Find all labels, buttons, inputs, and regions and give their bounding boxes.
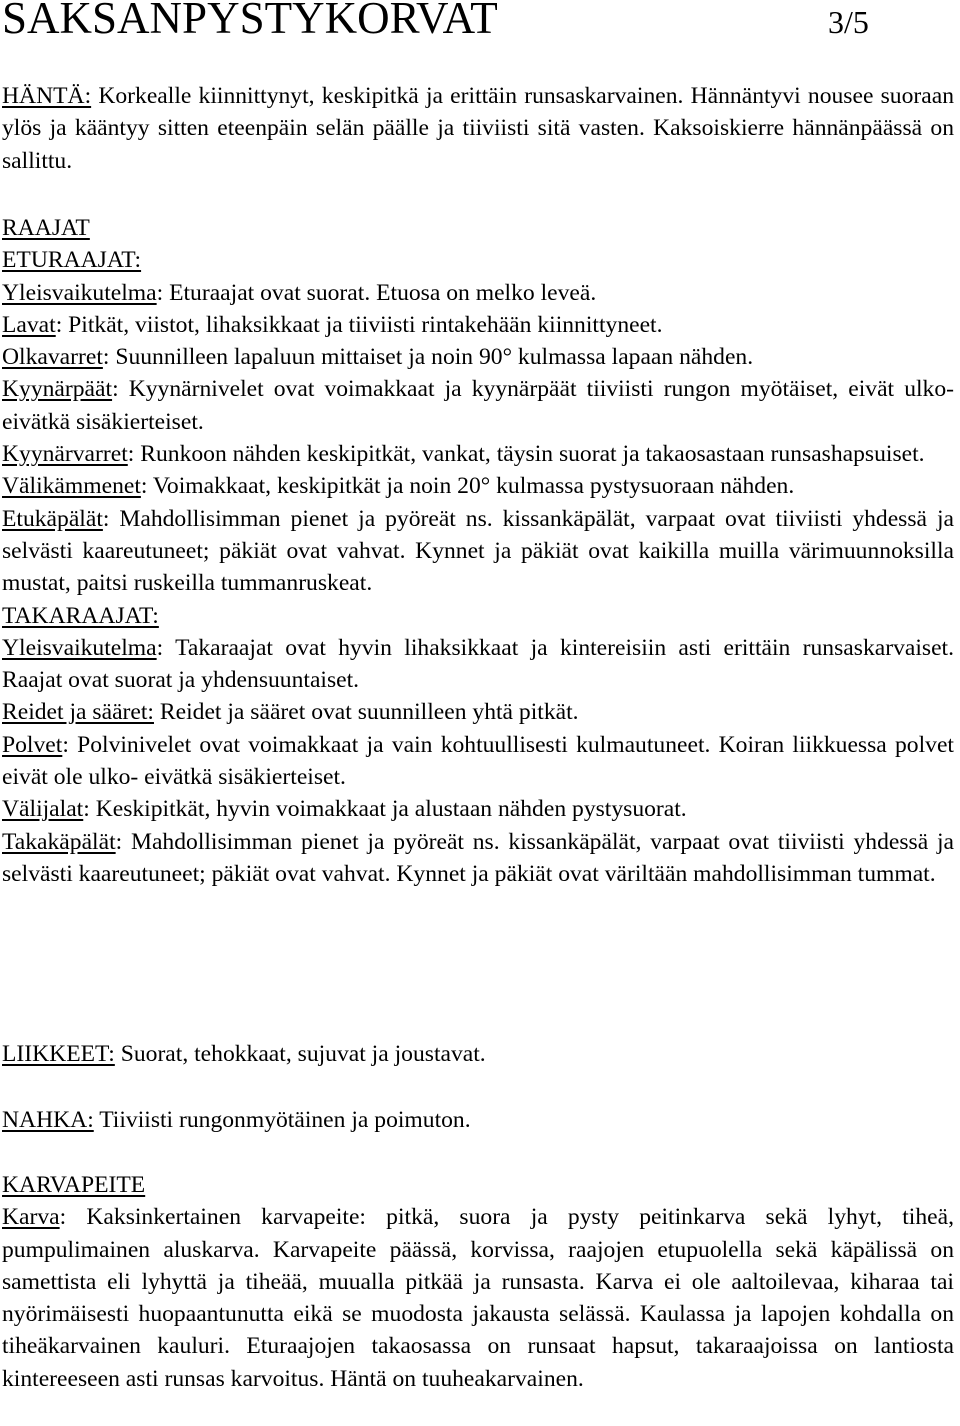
page-number: 3/5 xyxy=(828,4,869,40)
section-hanta xyxy=(2,80,954,177)
takaraajat-item xyxy=(2,632,954,697)
item-text: : Runkoon nähden keskipitkät, vankat, täysin suorat ja takaosastaan runsashapsuiset. xyxy=(127,441,925,468)
item-label: Reidet ja sääret: xyxy=(2,699,154,726)
takaraajat-item xyxy=(2,826,954,891)
item-text: Reidet ja sääret ovat suunnilleen yhtä pitkät. xyxy=(153,699,579,726)
section-karvapeite xyxy=(2,1169,954,1395)
item-label: Kyynärpäät xyxy=(2,376,113,403)
item-label: Yleisvaikutelma xyxy=(2,634,157,661)
karva-text: : Kaksinkertainen karvapeite: pitkä, suora ja pysty peitinkarva sekä lyhyt, tiheä, pumpulimainen aluskarva. Karvapeite päässä, korvissa, raajojen etupuolella sekä käpälissä on samettista eli lyhyttä ja tiheää, muualla pitkää ja runsasta. Karva ei ole aaltoilevaa, kiharaa tai nyörimäisesti huopaantunutta eikä se muodosta jakausta selässä. Kaulassa ja lapojen kohdalla on tiheäkarvainen kauluri. Eturaajojen takaosassa on runsaat hapsut, takaraajoissa on lantiosta kintereeseen asti runsas karvoitus. Häntä on tuuheakarvainen. xyxy=(2,1204,954,1392)
item-text: : Keskipitkät, hyvin voimakkaat ja alustaan nähden pystysuorat. xyxy=(83,796,687,823)
takaraajat-item xyxy=(2,793,954,825)
eturaajat-item xyxy=(2,341,954,373)
karvapeite-body xyxy=(2,1201,954,1395)
item-label: Etukäpälät xyxy=(2,505,103,532)
item-label: Takakäpälät xyxy=(2,828,116,855)
eturaajat-item xyxy=(2,470,954,502)
item-text: : Takaraajat ovat hyvin lihaksikkaat ja kintereisiin asti erittäin runsaskarvaiset. Raajat ovat suorat ja yhdensuuntaiset. xyxy=(2,634,954,694)
takaraajat-heading: TAKARAAJAT: xyxy=(2,602,159,629)
eturaajat-item xyxy=(2,373,954,438)
liikkeet-text: Suorat, tehokkaat, sujuvat ja joustavat. xyxy=(114,1041,486,1067)
item-text: : Pitkät, viistot, lihaksikkaat ja tiiviisti rintakehään kiinnittyneet. xyxy=(55,311,663,338)
item-text: : Kyynärnivelet ovat voimakkaat ja kyynärpäät tiiviisti rungon myötäiset, eivät ulko- eivätkä sisäkierteiset. xyxy=(2,376,954,435)
karvapeite-heading: KARVAPEITE xyxy=(2,1172,146,1198)
item-text: : Suunnilleen lapaluun mittaiset ja noin 90° kulmassa lapaan nähden. xyxy=(102,344,754,371)
eturaajat-item xyxy=(2,277,954,309)
page-title: SAKSANPYSTYKORVAT xyxy=(2,0,498,43)
karva-label: Karva xyxy=(2,1204,60,1231)
item-label: Lavat xyxy=(2,311,56,338)
section-liikkeet xyxy=(2,1038,954,1070)
item-text: : Mahdollisimman pienet ja pyöreät ns. kissankäpälät, varpaat ovat tiiviisti yhdessä ja selvästi kaareutuneet; päkiät ovat vahvat. Kynnet ja päkiät ovat kaikilla muilla värimuunnoksilla mustat, paitsi ruskeilla tummanruskeat. xyxy=(2,505,954,597)
eturaajat-heading: ETURAAJAT: xyxy=(2,247,142,274)
hanta-text: Korkealle kiinnittynyt, keskipitkä ja erittäin runsaskarvainen. Hännäntyvi nousee suoraan ylös ja kääntyy sitten eteenpäin selän päälle ja tiiviisti sitä vasten. Kaksoiskierre hännänpäässä on sallittu. xyxy=(2,83,954,174)
item-label: Välijalat xyxy=(2,796,84,823)
item-text: : Polvinivelet ovat voimakkaat ja vain kohtuullisesti kulmautuneet. Koiran liikkuessa polvet eivät ole ulko- eivätkä sisäkierteiset. xyxy=(2,731,954,791)
item-label: Polvet xyxy=(2,731,63,758)
eturaajat-item xyxy=(2,438,954,470)
item-text: : Mahdollisimman pienet ja pyöreät ns. kissankäpälät, varpaat ovat tiiviisti yhdessä ja selvästi kaareutuneet; päkiät ovat vahvat. Kynnet ja päkiät ovat väriltään mahdollisimman tummat. xyxy=(2,828,954,887)
item-text: : Voimakkaat, keskipitkät ja noin 20° kulmassa pystysuoraan nähden. xyxy=(140,473,795,500)
liikkeet-label: LIIKKEET: xyxy=(2,1041,115,1067)
hanta-label: HÄNTÄ: xyxy=(2,83,92,109)
item-label: Olkavarret xyxy=(2,344,103,371)
nahka-text: Tiiviisti rungonmyötäinen ja poimuton. xyxy=(93,1107,471,1133)
eturaajat-item xyxy=(2,309,954,341)
nahka-label: NAHKA: xyxy=(2,1107,94,1133)
takaraajat-item xyxy=(2,696,954,728)
item-label: Kyynärvarret xyxy=(2,441,128,468)
takaraajat-item xyxy=(2,729,954,794)
section-nahka xyxy=(2,1104,954,1136)
section-raajat xyxy=(2,212,954,890)
item-label: Välikämmenet xyxy=(2,473,141,500)
eturaajat-item xyxy=(2,503,954,600)
item-label: Yleisvaikutelma xyxy=(2,279,157,306)
item-text: : Eturaajat ovat suorat. Etuosa on melko leveä. xyxy=(156,279,597,306)
raajat-heading: RAAJAT xyxy=(2,215,90,241)
